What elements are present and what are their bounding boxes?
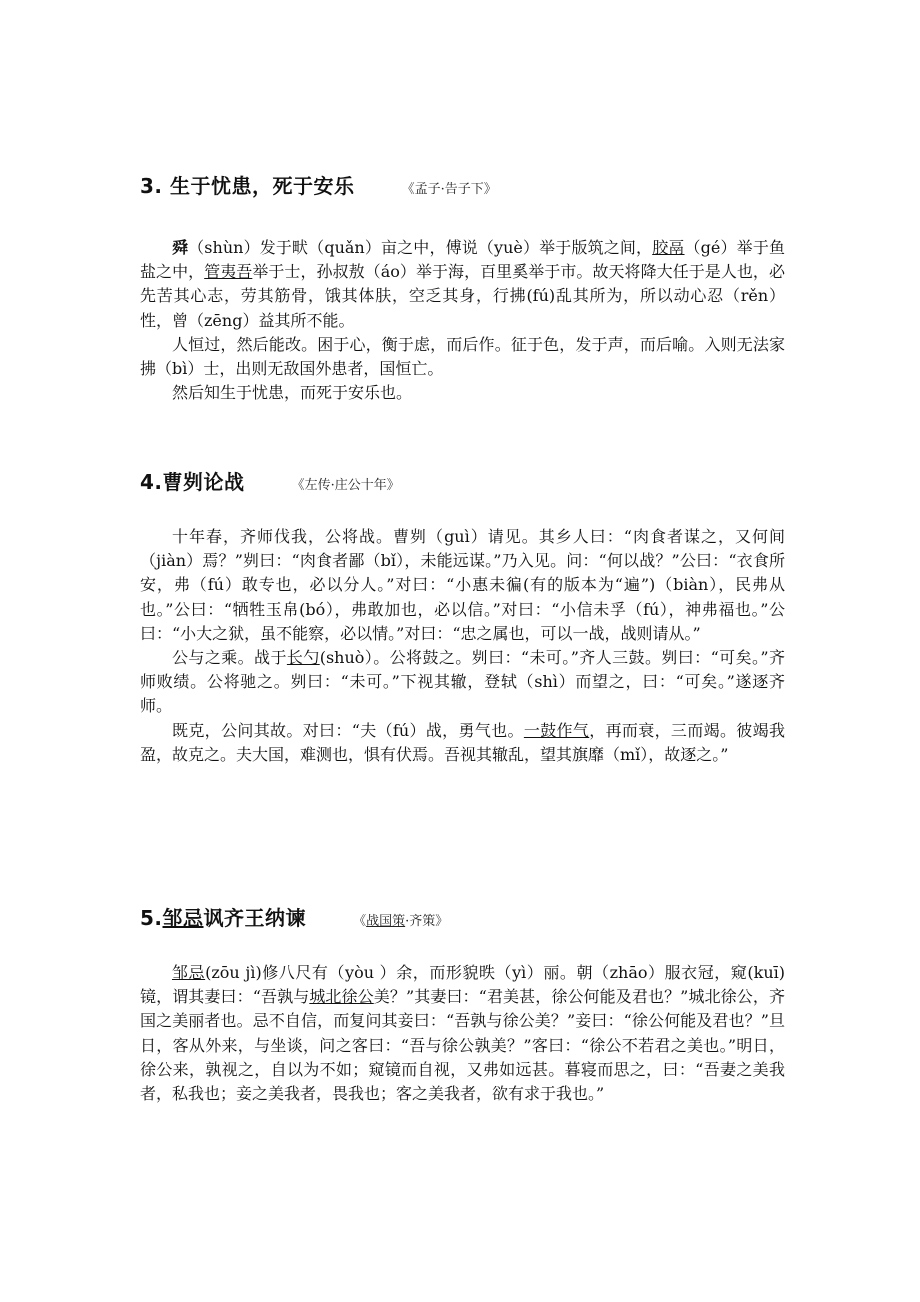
paragraph: [140, 525, 785, 646]
text-run: 美？”其妻曰：“君美甚，徐公何能及君也？”城北徐公，齐国之美丽者也。忌不自信，而复问其妾曰：“吾孰与徐公美？”妾曰：“徐公何能及君也？”旦日，客从外来，与坐谈，问之客曰：“吾与徐公孰美？”客曰：“徐公不若君之美也。”明日，徐公来，孰视之，自以为不如；窥镜而自视，又弗如远甚。暮寝而思之，曰：“吾妻之美我者，私我也；妾之美我者，畏我也；客之美我者，欲有求于我也。”: [140, 987, 785, 1104]
text-run: 既克，公问其故。对曰：“夫（fú）战，勇气也。: [172, 720, 524, 740]
section-title: 4.曹刿论战: [140, 470, 245, 494]
paragraph: [140, 333, 785, 381]
text-run: 舜: [172, 238, 189, 257]
text-run: (zōu jì)修八尺有（yòu ）余，而形貌昳（yì）丽。朝（zhāo）服衣冠，窥(kuī)镜，谓其妻曰：“吾孰与: [140, 963, 785, 1007]
underlined-term: 管夷吾: [204, 262, 253, 282]
section-3-body: [140, 236, 785, 405]
section-source: [353, 914, 448, 929]
underlined-term: 长勺: [286, 648, 320, 668]
paragraph: [140, 236, 785, 333]
text-run: 公与之乘。战于: [172, 648, 287, 668]
paragraph: [140, 646, 785, 719]
paragraph: [140, 381, 785, 405]
section-source: 《孟子·告子下》: [401, 182, 497, 197]
underlined-term: 城北徐公: [309, 987, 374, 1007]
text-run: (shuò）。公将鼓之。刿曰：“未可。”齐人三鼓。刿曰：“可矣。”齐师败绩。公将驰之。刿曰：“未可。”下视其辙，登轼（shì）而望之，曰：“可矣。”遂逐齐师。: [140, 648, 785, 716]
source-part: 《: [353, 914, 367, 929]
section-4-heading: [140, 466, 400, 495]
section-3-heading: [140, 170, 497, 199]
source-part: ·齐策》: [405, 914, 449, 929]
title-part: 讽齐王纳谏: [203, 906, 307, 930]
section-5-heading: [140, 902, 448, 931]
section-title: [140, 906, 306, 930]
text-run: （shùn）发于畎（quǎn）亩之中，傅说（yuè）举于版筑之间，: [188, 238, 653, 257]
section-title: 3. 生于忧患，死于安乐: [140, 174, 355, 198]
text-run: 人恒过，然后能改。困于心，衡于虑，而后作。征于色，发于声，而后喻。入则无法家拂（bì）士，出则无敌国外患者，国恒亡。: [140, 334, 785, 379]
text-run: 十年春，齐师伐我，公将战。曹刿（guì）请见。其乡人曰：“肉食者谋之，又何间（jiàn）焉？”刿曰：“肉食者鄙（bǐ），未能远谋。”乃入见。问：“何以战？”公曰：“衣食所安，弗（fú）敢专也，必以分人。”对曰：“小惠未徧(有的版本为“遍”)（biàn），民弗从也。”公曰：“牺牲玉帛(bó），弗敢加也，必以信。”对曰：“小信未孚（fú），神弗福也。”公曰：“小大之狱，虽不能察，必以情。”对曰：“忠之属也，可以一战，战则请从。”: [140, 527, 785, 643]
underlined-term: 邹忌: [172, 963, 206, 982]
paragraph: [140, 961, 785, 1106]
section-5-body: [140, 961, 785, 1106]
text-run: （gé）举于鱼盐之中，: [140, 238, 785, 282]
underlined-term: 一鼓作气: [523, 720, 590, 740]
text-run: 然后知生于忧患，而死于安乐也。: [172, 383, 413, 403]
source-part: 战国策: [366, 914, 406, 929]
title-part: 邹忌: [162, 906, 204, 930]
section-4-body: [140, 525, 785, 767]
text-run: ，再而衰，三而竭。彼竭我盈，故克之。夫大国，难测也，惧有伏焉。吾视其辙乱，望其旗靡（mǐ），故逐之。”: [140, 720, 785, 764]
section-source: 《左传·庄公十年》: [291, 478, 400, 493]
title-part: 5.: [140, 906, 163, 930]
underlined-term: 胶鬲: [652, 238, 685, 257]
text-run: 举于士，孙叔敖（áo）举于海，百里奚举于市。故天将降大任于是人也，必先苦其心志，劳其筋骨，饿其体肤，空乏其身，行拂(fú)乱其所为，所以动心忍（rěn）性，曾（zēng）益其所不能。: [140, 262, 785, 330]
paragraph: [140, 719, 785, 767]
